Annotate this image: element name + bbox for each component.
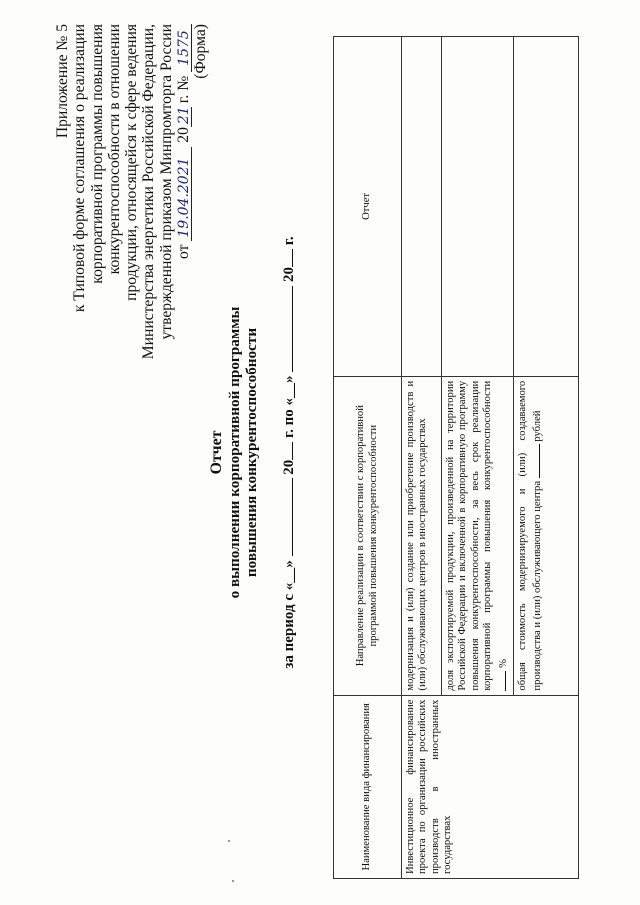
- report-cell[interactable]: [402, 37, 442, 377]
- appendix-line: корпоративной программы повышения: [88, 24, 106, 284]
- direction-text: доля экспортируемой продукции, произведенной на территории Российской Федерации и включенной в корпоративную программу повышения конкурентоспособности, за весь срок реализации корпоративной программы повышения конкурентоспособности: [445, 380, 494, 691]
- direction-text: общая стоимость модернизируемого и (или) создаваемого производства и (или) обслуживающего центра: [517, 380, 544, 691]
- period-to-label: г. по «: [280, 397, 297, 438]
- direction-cell: модернизация и (или) создание или приобретение производств и (или) обслуживающих центров в иностранных государствах: [402, 376, 442, 695]
- period-prefix: за период с «: [280, 582, 297, 669]
- title-line: о выполнении корпоративной программы: [225, 306, 243, 599]
- order-number-handwritten: 1575: [177, 24, 192, 72]
- appendix-line: продукции, относящейся к сфере ведения: [123, 24, 141, 301]
- period-start-year-prefix: 20: [280, 459, 297, 475]
- title-report: Отчет: [208, 430, 225, 475]
- period-start-day: __: [280, 567, 297, 583]
- scan-speck: [228, 840, 230, 842]
- header-report: Отчет: [334, 37, 402, 377]
- report-title: [208, 0, 298, 905]
- order-number-label: г. №: [175, 75, 193, 104]
- table-header-row: [334, 37, 402, 879]
- scan-speck: [232, 880, 234, 882]
- header-financing-type: Наименование вида финансирования: [334, 695, 402, 878]
- appendix-number: Приложение № 5: [54, 24, 71, 139]
- title-line: повышения конкурентоспособности: [243, 327, 260, 578]
- percent-blank: [495, 671, 506, 691]
- table-row: [402, 37, 442, 879]
- report-table: [333, 36, 579, 879]
- appendix-line: конкурентоспособности в отношении: [105, 24, 123, 275]
- period-start-month-blank: [279, 479, 293, 557]
- order-year-handwritten: 21: [177, 107, 192, 127]
- period-end-year-prefix: 20: [280, 266, 297, 282]
- period-end-day: __: [280, 382, 297, 398]
- report-cell[interactable]: [514, 37, 579, 377]
- report-cell[interactable]: [442, 37, 514, 377]
- appendix-line: утвержденной приказом Минпромторга России: [157, 24, 175, 340]
- period-start-year-blank: [279, 442, 293, 460]
- form-label: (Форма): [192, 24, 210, 79]
- appendix-header: [54, 24, 210, 494]
- order-date-handwritten: 19.04.2021: [177, 147, 192, 241]
- period-suffix: г.: [280, 236, 297, 246]
- period-end-month-blank: [279, 286, 293, 372]
- direction-cell: [442, 376, 514, 695]
- percent-unit: %: [497, 659, 509, 668]
- period-quote-close-2: »: [280, 375, 297, 383]
- financing-type-cell: Инвестиционное финансирование проекта по организации российских производств в иностранных государствах: [402, 695, 579, 878]
- rubles-blank: [529, 444, 540, 478]
- direction-cell: [514, 376, 579, 695]
- order-year-prefix: 20: [175, 127, 193, 143]
- rubles-unit: рублей: [532, 410, 544, 442]
- period-quote-close: »: [280, 560, 297, 568]
- header-direction: Направление реализации в соответствии с корпоративной программой повышения конкурентоспособности: [334, 376, 402, 695]
- period-end-year-blank: [279, 249, 293, 267]
- order-from-label: от: [175, 244, 193, 259]
- appendix-line: к Типовой форме соглашения о реализации: [71, 24, 89, 313]
- order-date-number: [175, 24, 192, 494]
- appendix-line: Министерства энергетики Российской Федерации,: [140, 24, 158, 360]
- report-period: [279, 0, 299, 905]
